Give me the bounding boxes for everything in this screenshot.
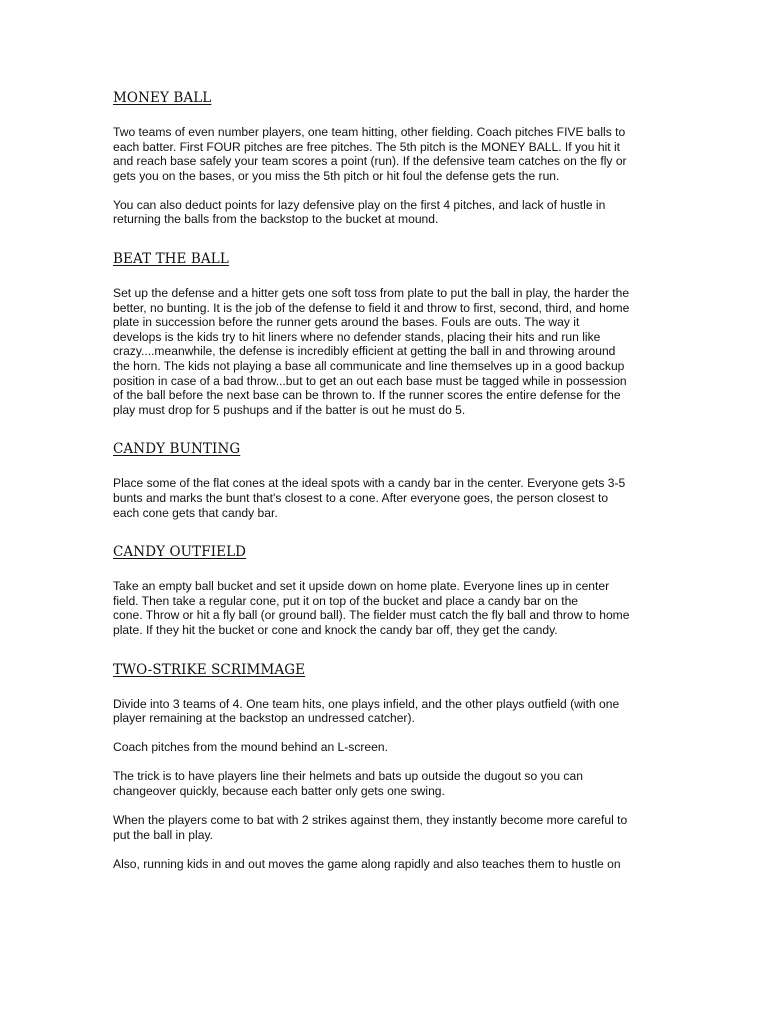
section-beat-the-ball: [113, 251, 658, 417]
section-title: MONEY BALL: [113, 90, 212, 106]
paragraph: Take an empty ball bucket and set it upside down on home plate. Everyone lines up in center field. Then take a regular cone, put it on top of the bucket and place a candy bar on the cone. Throw or hit a fly ball (or ground ball). The fielder must catch the fly ball and throw to home plate. If they hit the bucket or cone and knock the candy bar off, they get the candy.: [113, 579, 630, 637]
paragraph: Set up the defense and a hitter gets one soft toss from plate to put the ball in play, the harder the better, no bunting. It is the job of the defense to field it and throw to first, second, third, and home plate in succession before the runner gets around the bases. Fouls are outs. The way it develops is the kids try to hit liners where no defender stands, placing their hits and run like crazy....meanwhile, the defense is incredibly efficient at getting the ball in and throwing around the horn. The kids not playing a base all communicate and line themselves up in a good backup position in case of a bad throw...but to get an out each base must be tagged while in possession of the ball before the next base can be thrown to. If the runner scores the entire defense for the play must drop for 5 pushups and if the batter is out he must do 5.: [113, 286, 630, 417]
paragraph: Also, running kids in and out moves the game along rapidly and also teaches them to hustle on: [113, 856, 621, 871]
section-title: CANDY BUNTING: [113, 441, 241, 458]
section-money-ball: [113, 90, 658, 227]
section-candy-bunting: [113, 441, 658, 520]
section-title: BEAT THE BALL: [113, 251, 229, 268]
paragraph: When the players come to bat with 2 strikes against them, they instantly become more careful to put the ball in play.: [113, 813, 628, 842]
paragraph: Place some of the flat cones at the ideal spots with a candy bar in the center. Everyone gets 3-5 bunts and marks the bunt that's closest to a cone. After everyone goes, the person closest to each cone gets that candy bar.: [113, 476, 626, 520]
section-title: CANDY OUTFIELD: [113, 544, 247, 561]
paragraph: Divide into 3 teams of 4. One team hits, one plays infield, and the other plays outfield (with one player remaining at the backstop an undressed catcher).: [113, 696, 620, 726]
section-title: TWO-STRIKE SCRIMMAGE: [113, 661, 306, 678]
document-page: [113, 90, 658, 895]
paragraph: Coach pitches from the mound behind an L-screen.: [113, 740, 388, 755]
paragraph: You can also deduct points for lazy defensive play on the first 4 pitches, and lack of hustle in returning the balls from the backstop to the bucket at mound.: [113, 197, 606, 227]
paragraph: Two teams of even number players, one team hitting, other fielding. Coach pitches FIVE balls to each batter. First FOUR pitches are free pitches. The 5th pitch is the MONEY BALL. If you hit it and reach base safely your team scores a point (run). If the defensive team catches on the fly or gets you on the bases, or you miss the 5th pitch or hit foul the defense gets the run.: [113, 125, 627, 183]
section-candy-outfield: [113, 544, 658, 637]
paragraph: The trick is to have players line their helmets and bats up outside the dugout so you can changeover quickly, because each batter only gets one swing.: [113, 769, 583, 798]
section-two-strike-scrimmage: [113, 662, 658, 872]
